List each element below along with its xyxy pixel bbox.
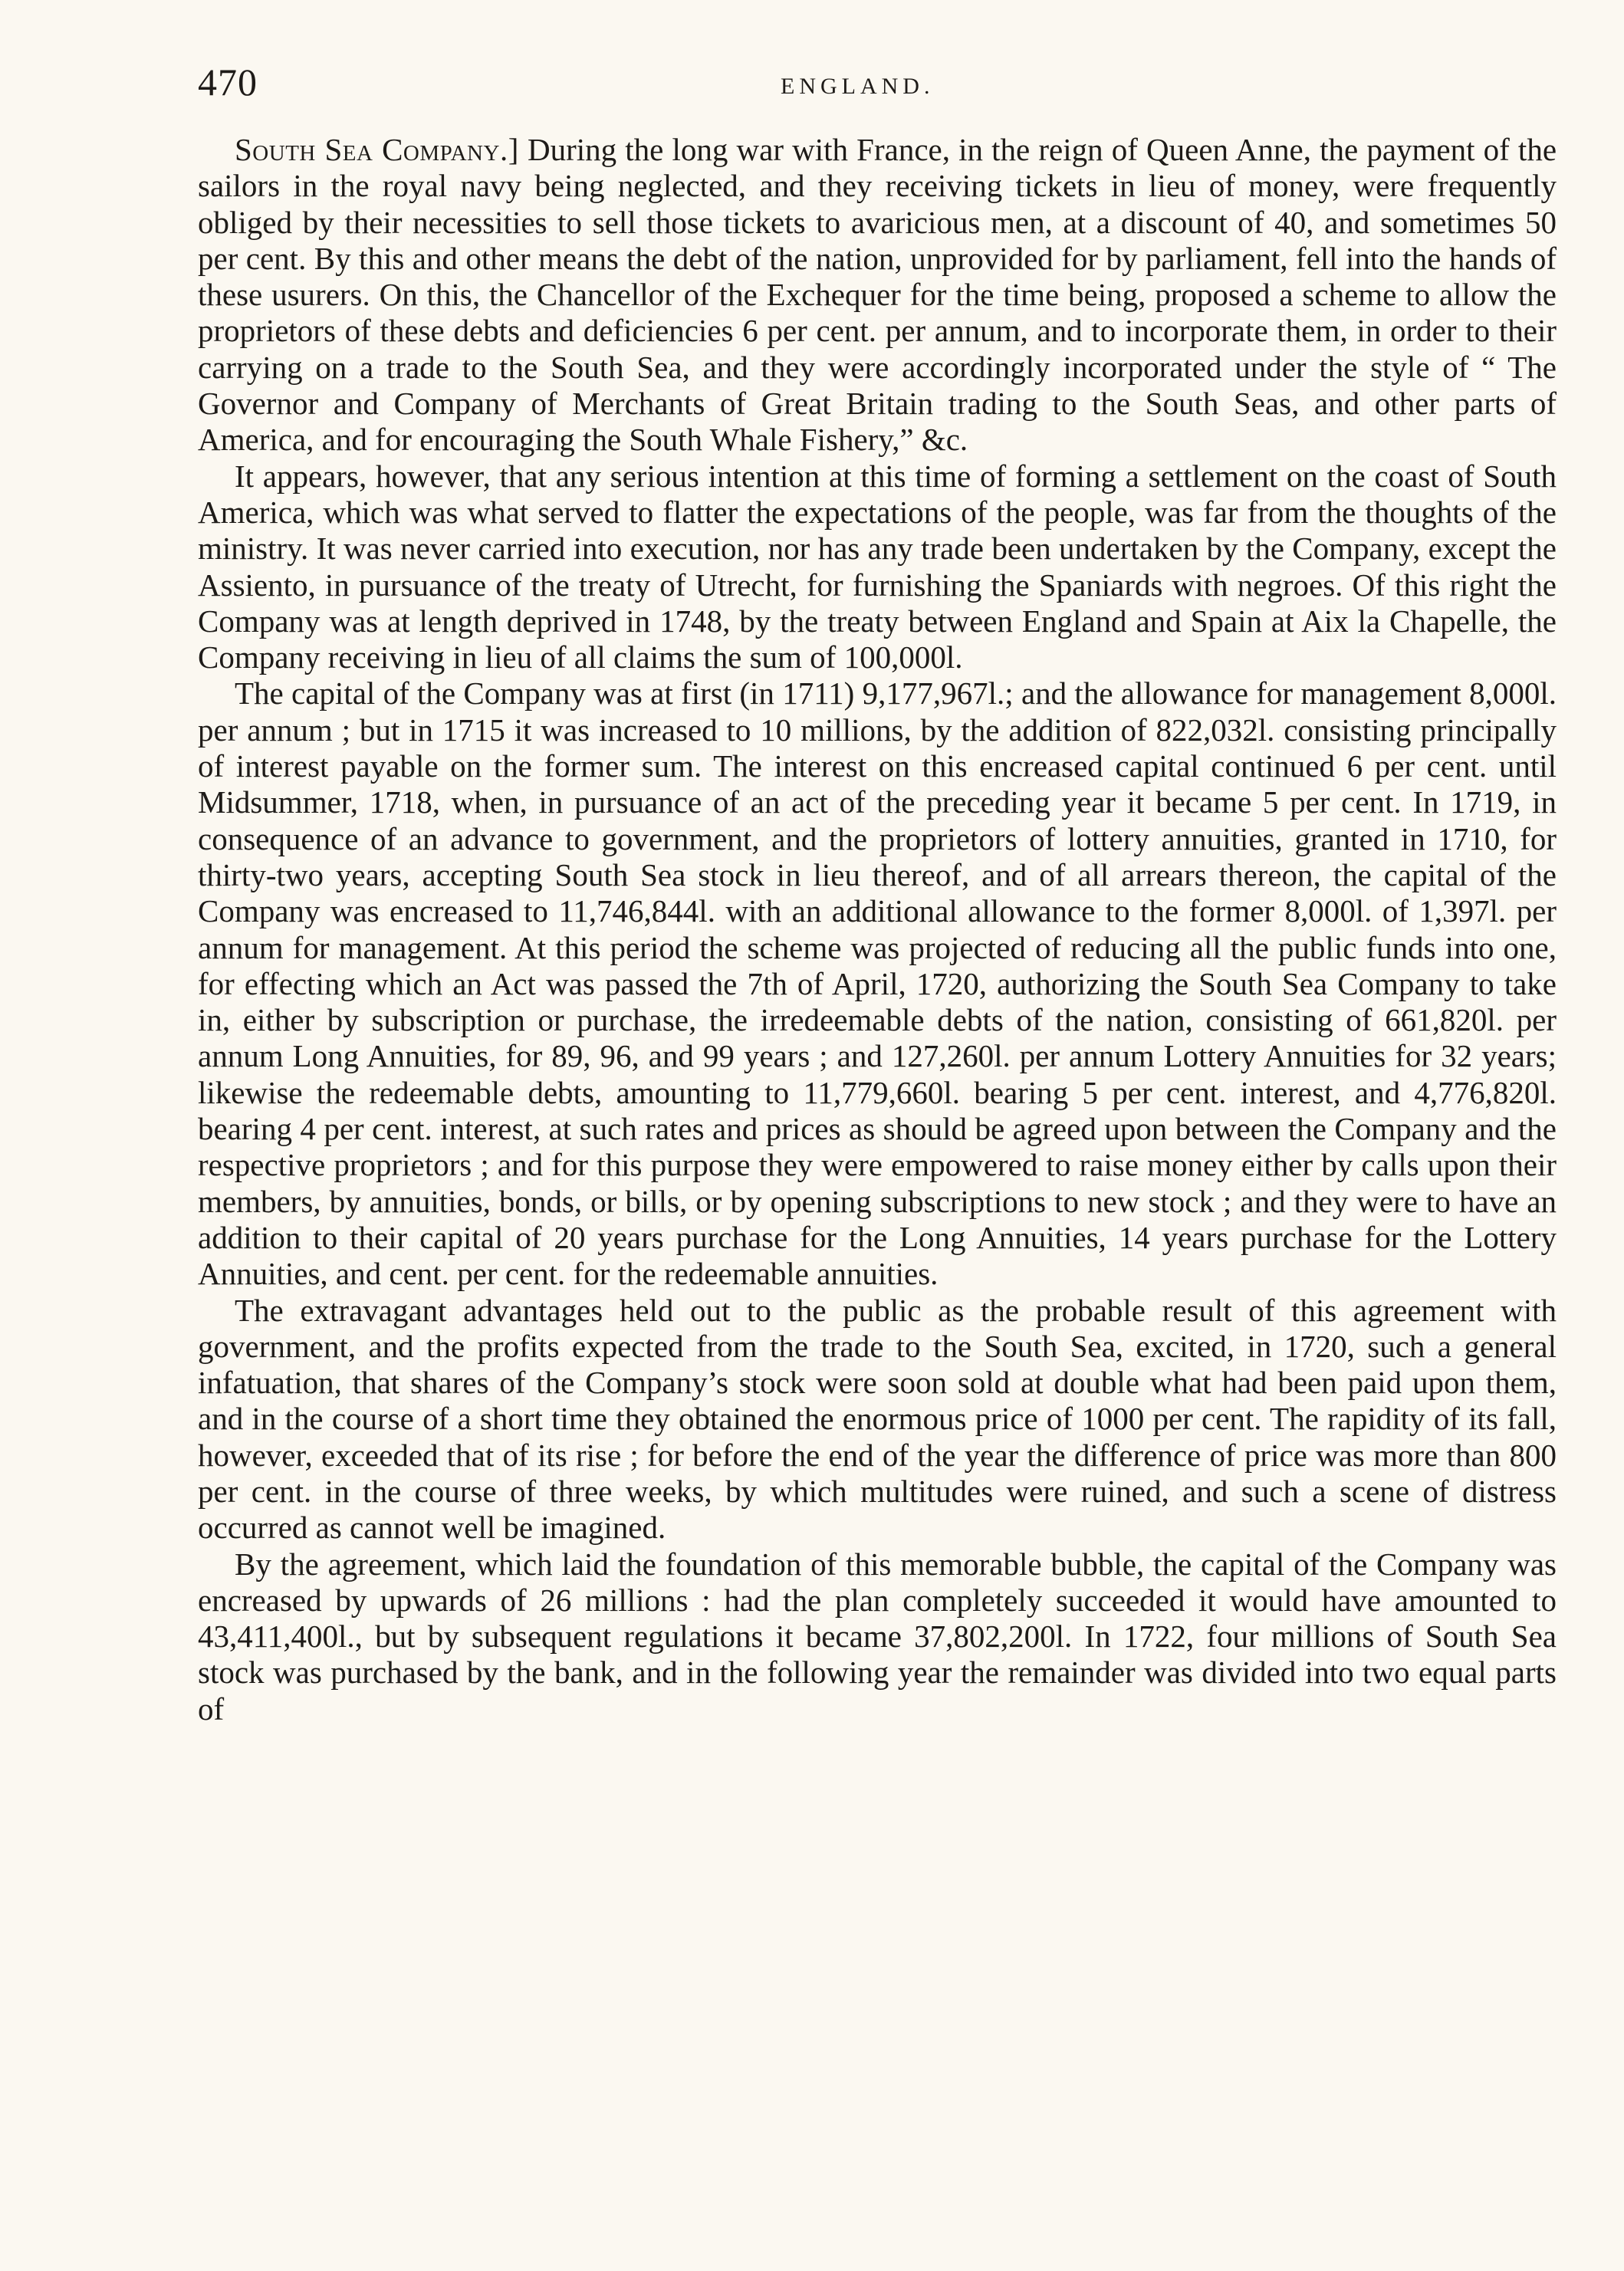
paragraph-5: By the agreement, which laid the foundation of this memorable bubble, the capital of the Company was encreased by upwards of 26 millions : had the plan completely succeeded it would have amounted to 43,411,400l., but by subsequent regulations it became 37,802,200l. In 1722, four millions of South Sea stock was purchased by the bank, and in the following year the remainder was divided into two equal parts of bbox=[198, 1546, 1557, 1727]
paragraph-2: It appears, however, that any serious intention at this time of forming a settlement on the coast of South America, which was what served to flatter the expectations of the people, was far from the thoughts of the ministry. It was never carried into execution, nor has any trade been undertaken by the Company, except the Assiento, in pursuance of the treaty of Utrecht, for furnishing the Spaniards with negroes. Of this right the Company was at length deprived in 1748, by the treaty between England and Spain at Aix la Chapelle, the Company receiving in lieu of all claims the sum of 100,000l. bbox=[198, 458, 1557, 675]
paragraph-1-text: During the long war with France, in the reign of Queen Anne, the payment of the sailors in the royal navy being neglected, and they receiving tickets in lieu of money, were frequently obliged by their necessities to sell those tickets to avaricious men, at a discount of 40, and sometimes 50 per cent. By this and other means the debt of the nation, unprovided for by parliament, fell into the hands of these usurers. On this, the Chancellor of the Exchequer for the time being, proposed a scheme to allow the proprietors of these debts and deficiencies 6 per cent. per annum, and to incorporate them, in order to their carrying on a trade to the South Sea, and they were accordingly incorporated under the style of “ The Governor and Company of Merchants of Great Britain trading to the South Seas, and other parts of America, and for encouraging the South Whale Fishery,” &c. bbox=[198, 132, 1557, 458]
running-head bbox=[198, 60, 1555, 113]
page-number: 470 bbox=[198, 61, 258, 104]
running-title: ENGLAND. bbox=[781, 74, 935, 99]
paragraph-4: The extravagant advantages held out to the public as the probable result of this agreement with government, and the profits expected from the trade to the South Sea, excited, in 1720, such a general infatuation, that shares of the Company’s stock were soon sold at double what had been paid upon them, and in the course of a short time they obtained the enormous price of 1000 per cent. The rapidity of its fall, however, exceeded that of its rise ; for before the end of the year the difference of price was more than 800 per cent. in the course of three weeks, by which multitudes were ruined, and such a scene of distress occurred as cannot well be imagined. bbox=[198, 1292, 1557, 1546]
article-body bbox=[198, 132, 1557, 1727]
section-heading: South Sea Company.] bbox=[235, 132, 519, 167]
paragraph-1 bbox=[198, 132, 1557, 458]
paragraph-3: The capital of the Company was at first (in 1711) 9,177,967l.; and the allowance for management 8,000l. per annum ; but in 1715 it was increased to 10 millions, by the addition of 822,032l. consisting principally of interest payable on the former sum. The interest on this encreased capital continued 6 per cent. until Midsummer, 1718, when, in pursuance of an act of the preceding year it became 5 per cent. In 1719, in consequence of an advance to government, and the proprietors of lottery annuities, granted in 1710, for thirty-two years, accepting South Sea stock in lieu thereof, and of all arrears thereon, the capital of the Company was encreased to 11,746,844l. with an additional allowance to the former 8,000l. of 1,397l. per annum for management. At this period the scheme was projected of reducing all the public funds into one, for effecting which an Act was passed the 7th of April, 1720, authorizing the South Sea Company to take in, either by subscription or purchase, the irredeemable debts of the nation, consisting of 661,820l. per annum Long Annuities, for 89, 96, and 99 years ; and 127,260l. per annum Lottery Annuities for 32 years; likewise the redeemable debts, amounting to 11,779,660l. bearing 5 per cent. interest, and 4,776,820l. bearing 4 per cent. interest, at such rates and prices as should be agreed upon between the Company and the respective proprietors ; and for this purpose they were empowered to raise money either by calls upon their members, by annuities, bonds, or bills, or by opening subscriptions to new stock ; and they were to have an addition to their capital of 20 years purchase for the Long Annuities, 14 years purchase for the Lottery Annuities, and cent. per cent. for the redeemable annuities. bbox=[198, 675, 1557, 1292]
